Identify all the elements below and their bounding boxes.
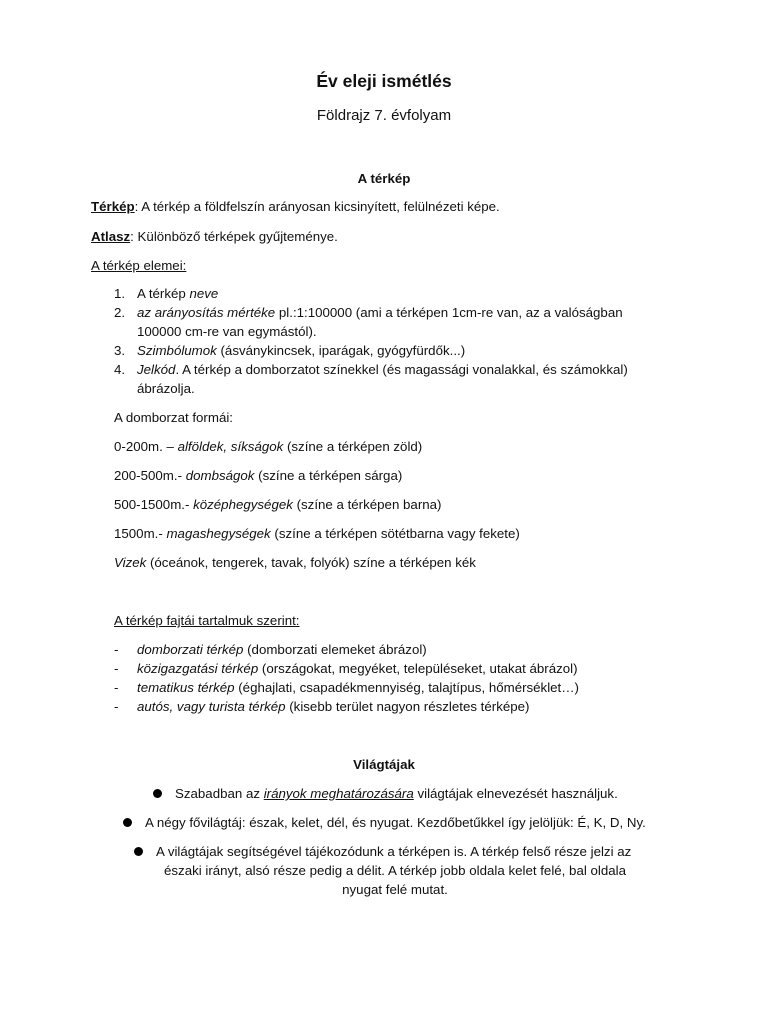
types-heading: A térkép fajtái tartalmuk szerint: (114, 613, 300, 628)
type-item: - autós, vagy turista térkép (kisebb terület nagyon részletes térképe) (114, 699, 530, 714)
definition-atlas (91, 228, 338, 246)
list-item: 1. A térkép neve (114, 286, 219, 301)
bullet-icon (153, 789, 162, 798)
type-item: - közigazgatási térkép (országokat, megyéket, településeket, utakat ábrázol) (114, 661, 578, 676)
relief-line: 200-500m.- dombságok (színe a térképen sárga) (114, 468, 403, 483)
relief-line: 500-1500m.- középhegységek (színe a térképen barna) (114, 497, 442, 512)
list-item-continuation: ábrázolja. (137, 381, 195, 396)
page-subtitle: Földrajz 7. évfolyam (316, 107, 452, 124)
bullet-item: A világtájak segítségével tájékozódunk a térképen is. A térkép felső része jelzi az (156, 844, 632, 859)
list-item: 4. Jelkód. A térkép a domborzatot színekkel (és magassági vonalakkal, és számokkal) (114, 362, 628, 377)
relief-heading: A domborzat formái: (114, 410, 233, 425)
definition-text: : Különböző térképek gyűjteménye. (130, 229, 338, 244)
bullet-icon (123, 818, 132, 827)
list-item-continuation: 100000 cm-re van egymástól). (137, 324, 317, 339)
relief-line: 1500m.- magashegységek (színe a térképen sötétbarna vagy fekete) (114, 526, 520, 541)
elements-heading: A térkép elemei: (91, 258, 187, 273)
bullet-item: A négy fővilágtáj: észak, kelet, dél, és nyugat. Kezdőbetűkkel így jelöljük: É, K, D, Ny. (145, 815, 646, 830)
definition-term: Térkép (91, 199, 135, 214)
definition-map (91, 198, 500, 216)
list-item: 2. az arányosítás mértéke pl.:1:100000 (ami a térképen 1cm-re van, az a valóságban (114, 305, 623, 320)
section-heading-map: A térkép (357, 171, 411, 186)
bullet-item: Szabadban az irányok meghatározására világtájak elnevezését használjuk. (175, 786, 618, 801)
definition-text: : A térkép a földfelszín arányosan kicsinyített, felülnézeti képe. (134, 199, 500, 214)
relief-line: 0-200m. – alföldek, síkságok (színe a térképen zöld) (114, 439, 423, 454)
bullet-icon (134, 847, 143, 856)
page-title: Év eleji ismétlés (316, 71, 452, 91)
bullet-item-continuation: északi irányt, alsó része pedig a délit. A térkép jobb oldala kelet felé, bal oldala (164, 863, 626, 878)
type-item: - tematikus térkép (éghajlati, csapadékmennyiség, talajtípus, hőmérséklet…) (114, 680, 579, 695)
bullet-item-continuation: nyugat felé mutat. (342, 882, 448, 897)
list-item: 3. Szimbólumok (ásványkincsek, iparágak, gyógyfürdők...) (114, 343, 466, 358)
definition-term: Atlasz (91, 229, 131, 244)
section-heading-directions: Világtájak (353, 757, 415, 772)
relief-line: Vizek (óceánok, tengerek, tavak, folyók) színe a térképen kék (114, 555, 476, 570)
type-item: - domborzati térkép (domborzati elemeket ábrázol) (114, 642, 427, 657)
